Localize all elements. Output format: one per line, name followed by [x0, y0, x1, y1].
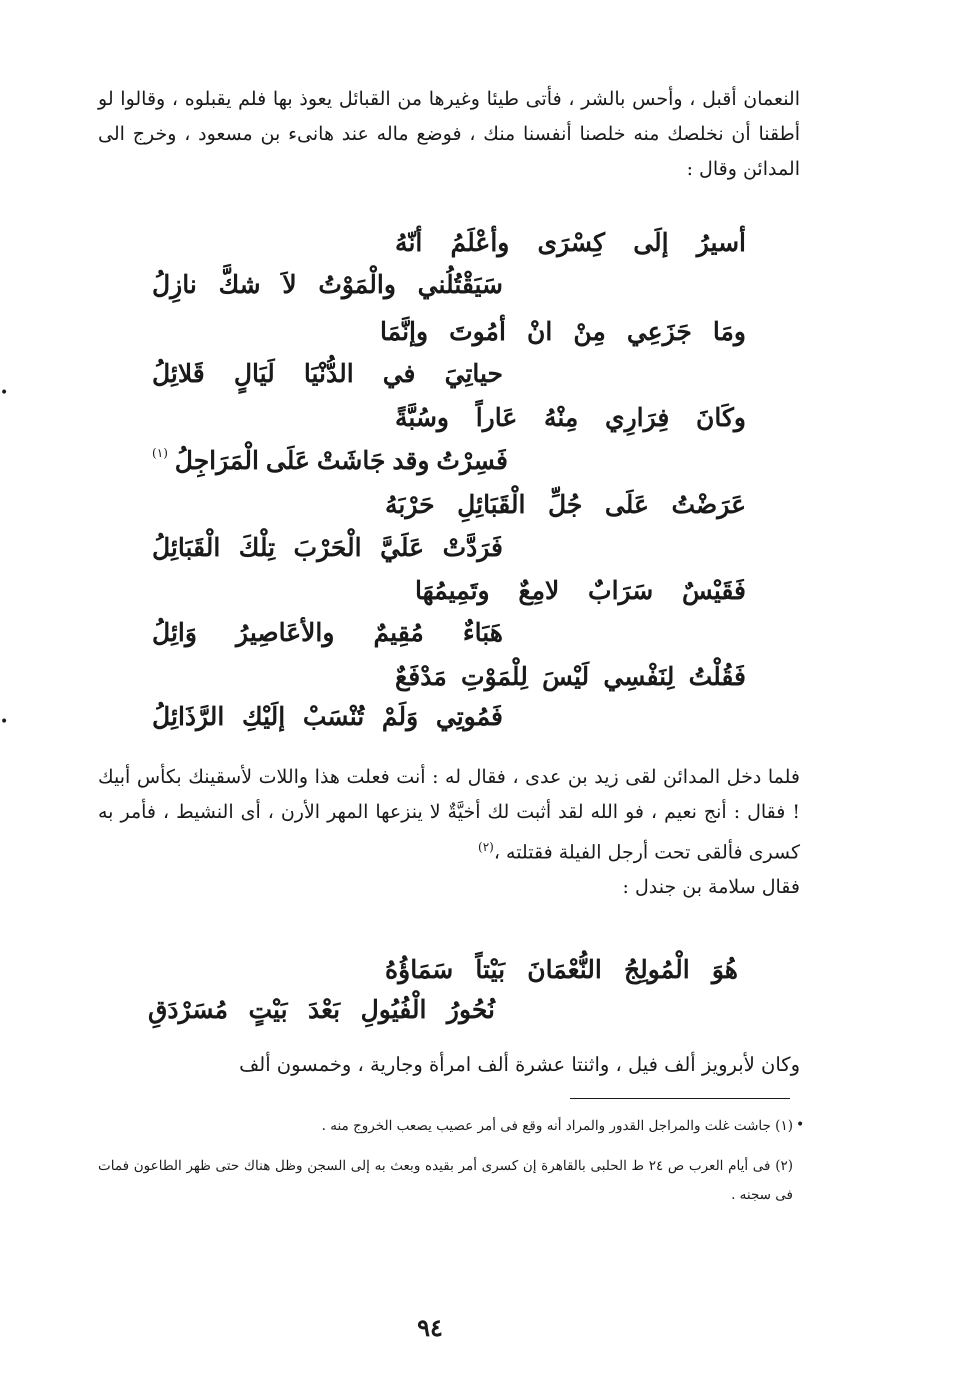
verse-word: هُوَ — [711, 955, 738, 984]
verse-word: وَائِلُ — [152, 618, 197, 647]
poem1-line-4 — [152, 359, 503, 388]
verse-word: والْمَوْتُ — [318, 270, 396, 299]
poem1-line-2 — [152, 270, 503, 299]
verse-word: بَيْتاً — [475, 955, 506, 984]
verse-word: فَسِرْتُ — [436, 446, 508, 475]
verse-word: تُنْسَبْ — [302, 702, 365, 731]
verse-word: لَيْسَ — [542, 662, 590, 691]
page-number: ٩٤ — [417, 1313, 443, 1342]
paragraph-madain — [98, 760, 800, 905]
verse-word: حَرْبَهُ — [385, 490, 435, 519]
verse-word: الرَّذَائِلُ — [152, 702, 225, 731]
verse-word: قَلائِلُ — [152, 359, 205, 388]
verse-word: الْقَبَائِلِ — [457, 490, 526, 519]
verse-word: عَلَى — [604, 490, 649, 519]
verse-word: أنّهُ — [395, 228, 423, 257]
verse-word: نازِلُ — [152, 270, 197, 299]
poem1-line-7 — [385, 490, 746, 519]
verse-word: عَاراً — [475, 403, 518, 432]
verse-word: تِلْكَ — [238, 533, 276, 562]
verse-word: النُّعْمَانَ — [527, 955, 602, 984]
verse-word: والأعَاصِيرُ — [236, 618, 335, 647]
margin-dot: • — [796, 1117, 805, 1133]
verse-word: مَدْفَعٌ — [395, 662, 447, 691]
poem1-line-10 — [152, 618, 503, 647]
verse-word: بَعْدَ — [308, 995, 341, 1024]
paragraph-abarwiz: وكان لأبرويز ألف فيل ، واثنتا عشرة ألف امرأة وجارية ، وخمسون ألف — [239, 1053, 800, 1076]
verse-word: الْمَرَاجِلُ — [174, 446, 259, 475]
verse-word: مِنْ — [573, 317, 606, 346]
footnote-ref-1: (١) — [152, 446, 168, 460]
verse-word: وإنَّمَا — [380, 317, 429, 346]
verse-word: مُسَرْدَقِ — [148, 995, 229, 1024]
verse-word: الْفُيُولِ — [360, 995, 427, 1024]
poem1-line-3 — [380, 317, 746, 346]
verse-word: جَزَعِي — [626, 317, 692, 346]
paragraph-madain-end: فقال سلامة بن جندل : — [622, 876, 800, 899]
poem1-line-1 — [395, 228, 746, 257]
paragraph-madain-text: فلما دخل المدائن لقى زيد بن عدى ، فقال له : أنت فعلت هذا واللات لأسقينك بكأس أبيك ! فقال : أنج نعيم ، فو الله لقد أثبت لك أخيَّةٌ لا ينزعها المهر الأرن ، أى النشيط ، فأمر به كسرى فألقى تحت أرجل الفيلة فقتلته ، — [98, 766, 800, 864]
verse-word: حياتِيَ — [444, 359, 503, 388]
verse-word: شكَّ — [218, 270, 261, 299]
verse-word: إلَى — [633, 228, 669, 257]
verse-word: جَاشَتْ — [316, 446, 386, 475]
footnote-1: (١) جاشت غلت والمراجل القدور والمراد أنه وقع فى أمر عصيب يصعب الخروج منه . — [321, 1118, 793, 1134]
verse-word: سَرَابٌ — [588, 576, 654, 605]
verse-word: الْحَرْبَ — [293, 533, 362, 562]
poem2-line-2 — [148, 995, 495, 1024]
poem1-line-11 — [395, 662, 746, 691]
verse-word: بَيْتٍ — [248, 995, 288, 1024]
verse-word: لامِعٌ — [518, 576, 560, 605]
verse-word: مِنْهُ — [543, 403, 579, 432]
footnote-ref-2: (٢) — [478, 840, 494, 854]
verse-word: كِسْرَى — [537, 228, 606, 257]
verse-word: فَقَيْسٌ — [681, 576, 746, 605]
paragraph-intro: النعمان أقبل ، وأحس بالشر ، فأتى طيئا وغيرها من القبائل يعوذ بها فلم يقبلوه ، وقالوا لو أطقنا أن نخلصك منه خلصنا أنفسنا منك ، فوضع ماله عند هانىء بن مسعود ، وخرج الى المدائن وقال : — [98, 88, 800, 180]
margin-dot: • — [0, 714, 9, 730]
footnote-2: (٢) فى أيام العرب ص ٢٤ ط الحلبى بالقاهرة إن كسرى أمر بقيده وبعث به إلى السجن وظل هناك حتى ظهر الطاعون فمات فى سجنه . — [98, 1158, 794, 1203]
verse-word: أمُوتَ — [449, 317, 506, 346]
verse-word: وسُبَّةً — [395, 403, 449, 432]
verse-word: لِنَفْسِي — [603, 662, 675, 691]
verse-word: هَبَاءٌ — [462, 618, 503, 647]
verse-word: في — [382, 359, 416, 388]
verse-word: عَلَيَّ — [380, 533, 425, 562]
verse-word: وتَمِيمُهَا — [415, 576, 490, 605]
verse-word: جُلِّ — [547, 490, 583, 519]
verse-word: سَمَاؤُهُ — [385, 955, 454, 984]
verse-word: نُحُورُ — [446, 995, 495, 1024]
verse-word: لاَ — [282, 270, 297, 299]
verse-word: لِلْمَوْتِ — [461, 662, 528, 691]
verse-word: عَلَى — [265, 446, 310, 475]
poem1-line-8 — [152, 533, 503, 562]
poem1-line-9 — [415, 576, 746, 605]
verse-word: وكَانَ — [696, 403, 746, 432]
verse-word: فَمُوتِي — [435, 702, 503, 731]
verse-word: أسيرُ — [696, 228, 746, 257]
verse-word: الْمُولِجُ — [624, 955, 690, 984]
verse-word: فِرَارِي — [605, 403, 670, 432]
verse-word: انْ — [526, 317, 553, 346]
poem1-line-12 — [152, 702, 503, 731]
verse-word: فَقُلْتُ — [688, 662, 746, 691]
poem2-line-1 — [385, 955, 738, 984]
verse-word: ومَا — [712, 317, 746, 346]
footnote-divider — [570, 1098, 790, 1099]
verse-word: الْقَبَائِلُ — [152, 533, 221, 562]
verse-word: وقد — [392, 446, 430, 475]
poem1-line-5 — [395, 403, 746, 432]
margin-dot: • — [0, 385, 9, 401]
verse-word: لَيَالٍ — [233, 359, 275, 388]
verse-word: عَرَضْتُ — [671, 490, 746, 519]
verse-word: إلَيْكِ — [242, 702, 286, 731]
verse-word: وَلَمْ — [381, 702, 419, 731]
verse-word: سَيَقْتُلُني — [417, 270, 503, 299]
verse-word: فَرَدَّتْ — [442, 533, 503, 562]
poem1-line-6 — [152, 446, 508, 475]
verse-word: وأعْلَمُ — [450, 228, 510, 257]
verse-word: الدُّنْيَا — [303, 359, 354, 388]
verse-word: مُقِيمٌ — [373, 618, 424, 647]
